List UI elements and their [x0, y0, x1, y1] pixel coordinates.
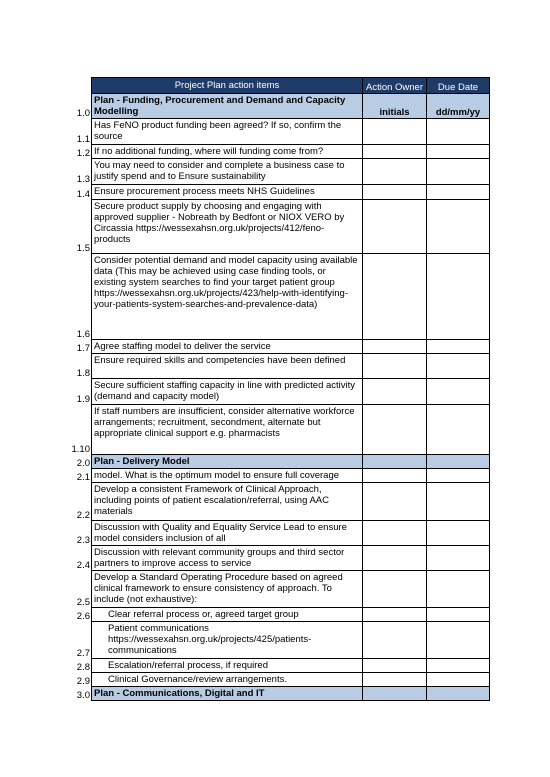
table-row: [58, 469, 490, 483]
row-number: 1.5: [76, 242, 90, 254]
due-date-cell: [427, 546, 490, 571]
action-owner-cell: [363, 119, 427, 145]
row-number: 2.3: [76, 534, 90, 546]
owner-column-header: Action Owner: [363, 78, 427, 94]
table-row: [58, 145, 490, 159]
action-item-text: Plan - Delivery Model: [92, 455, 363, 469]
due-date-cell: [427, 608, 490, 622]
row-number: 2.6: [76, 610, 90, 622]
row-number: 1.8: [76, 367, 90, 379]
action-owner-cell: [363, 185, 427, 200]
row-number: 1.6: [76, 328, 90, 340]
section-row: [58, 94, 490, 119]
due-date-cell: [427, 185, 490, 200]
action-item-text: Escalation/referral process, if required: [92, 659, 363, 673]
row-number: 1.3: [76, 173, 90, 185]
table-row: [58, 546, 490, 571]
action-item-text: If staff numbers are insufficient, consider alternative workforce arrangements; recruitment, secondment, alternate but appropriate clinical support e.g. pharmacists: [92, 405, 363, 455]
action-owner-cell: [363, 469, 427, 483]
row-number: 3.0: [76, 689, 90, 701]
due-date-cell: [427, 254, 490, 340]
action-owner-cell: [363, 608, 427, 622]
action-item-text: If no additional funding, where will funding come from?: [92, 145, 363, 159]
due-date-cell: [427, 200, 490, 254]
row-number: 1.1: [76, 133, 90, 145]
action-item-text: Develop a consistent Framework of Clinical Approach, including points of patient escalation/referral, using AAC materials: [92, 483, 363, 521]
table-row: [58, 185, 490, 200]
action-owner-cell: [363, 687, 427, 701]
row-number: 1.9: [76, 393, 90, 405]
action-owner-cell: [363, 659, 427, 673]
table-row: [58, 521, 490, 546]
due-date-cell: [427, 145, 490, 159]
table-row: [58, 571, 490, 608]
action-item-text: Discussion with relevant community groups and third sector partners to improve access to service: [92, 546, 363, 571]
action-owner-cell: [363, 405, 427, 455]
row-number: 2.8: [76, 661, 90, 673]
section-row: [58, 687, 490, 701]
action-owner-cell: [363, 145, 427, 159]
due-date-cell: [427, 469, 490, 483]
section-row: [58, 455, 490, 469]
row-number: 1.0: [76, 107, 90, 119]
action-item-text: Has FeNO product funding been agreed? If so, confirm the source: [92, 119, 363, 145]
action-item-text: Plan - Funding, Procurement and Demand and Capacity Modelling: [92, 94, 363, 119]
table-row: [58, 340, 490, 354]
action-owner-cell: [363, 254, 427, 340]
action-owner-cell: [363, 159, 427, 185]
table-row: [58, 405, 490, 455]
action-owner-cell: [363, 673, 427, 687]
due-date-cell: [427, 521, 490, 546]
action-owner-cell: [363, 622, 427, 659]
due-date-cell: [427, 354, 490, 379]
action-item-text: You may need to consider and complete a business case to justify spend and to Ensure sustainability: [92, 159, 363, 185]
row-number: 2.1: [76, 471, 90, 483]
row-number: 2.7: [76, 647, 90, 659]
action-owner-cell: [363, 521, 427, 546]
table-row: [58, 254, 490, 340]
table-row: [58, 673, 490, 687]
project-plan-table: [58, 77, 490, 701]
action-item-text: Ensure procurement process meets NHS Guidelines: [92, 185, 363, 200]
action-item-text: Consider potential demand and model capacity using available data (This may be achieved using case finding tools, or existing system searches to find your target patient group https://wessexahsn.org.uk/projects/423/help-with-identifying-your-patients-system-searches-and-prevalence-data): [92, 254, 363, 340]
due-date-cell: [427, 119, 490, 145]
row-number: 1.10: [71, 443, 90, 455]
items-column-header: Project Plan action items: [92, 78, 363, 94]
row-number: 2.5: [76, 596, 90, 608]
action-owner-cell: [363, 200, 427, 254]
row-number: 1.7: [76, 342, 90, 354]
action-owner-cell: initials: [363, 94, 427, 119]
due-date-cell: [427, 673, 490, 687]
due-date-cell: dd/mm/yy: [427, 94, 490, 119]
due-date-cell: [427, 455, 490, 469]
due-date-cell: [427, 405, 490, 455]
due-date-cell: [427, 571, 490, 608]
table-header-row: [58, 78, 490, 94]
action-owner-cell: [363, 340, 427, 354]
action-item-text: Agree staffing model to deliver the service: [92, 340, 363, 354]
table-row: [58, 159, 490, 185]
action-item-text: Develop a Standard Operating Procedure based on agreed clinical framework to ensure consistency of approach. To include (not exhaustive):: [92, 571, 363, 608]
due-date-cell: [427, 687, 490, 701]
action-item-text: model. What is the optimum model to ensure full coverage: [92, 469, 363, 483]
action-item-text: Patient communications https://wessexahsn.org.uk/projects/425/patients-communications: [92, 622, 363, 659]
action-owner-cell: [363, 483, 427, 521]
row-number: 2.0: [76, 457, 90, 469]
row-number: 1.2: [76, 147, 90, 159]
action-owner-cell: [363, 571, 427, 608]
due-date-cell: [427, 379, 490, 405]
table-row: [58, 622, 490, 659]
action-item-text: Ensure required skills and competencies have been defined: [92, 354, 363, 379]
row-number: 2.4: [76, 559, 90, 571]
table-row: [58, 200, 490, 254]
due-date-cell: [427, 340, 490, 354]
action-item-text: Secure sufficient staffing capacity in line with predicted activity (demand and capacity model): [92, 379, 363, 405]
row-number: 2.9: [76, 675, 90, 687]
action-owner-cell: [363, 455, 427, 469]
row-number: 2.2: [76, 509, 90, 521]
table-row: [58, 354, 490, 379]
row-number: 1.4: [76, 188, 90, 200]
action-owner-cell: [363, 379, 427, 405]
action-item-text: Secure product supply by choosing and engaging with approved supplier - Nobreath by Bedfont or NIOX VERO by Circassia https://wessexahsn.org.uk/projects/412/feno-products: [92, 200, 363, 254]
date-column-header: Due Date: [427, 78, 490, 94]
action-owner-cell: [363, 354, 427, 379]
table-row: [58, 379, 490, 405]
table-row: [58, 608, 490, 622]
action-owner-cell: [363, 546, 427, 571]
action-item-text: Clinical Governance/review arrangements.: [92, 673, 363, 687]
number-column-header: [58, 78, 92, 94]
action-item-text: Plan - Communications, Digital and IT: [92, 687, 363, 701]
table-row: [58, 119, 490, 145]
table-row: [58, 659, 490, 673]
due-date-cell: [427, 159, 490, 185]
due-date-cell: [427, 483, 490, 521]
due-date-cell: [427, 622, 490, 659]
due-date-cell: [427, 659, 490, 673]
action-item-text: Clear referral process or, agreed target group: [92, 608, 363, 622]
action-item-text: Discussion with Quality and Equality Service Lead to ensure model considers inclusion of all: [92, 521, 363, 546]
table-row: [58, 483, 490, 521]
